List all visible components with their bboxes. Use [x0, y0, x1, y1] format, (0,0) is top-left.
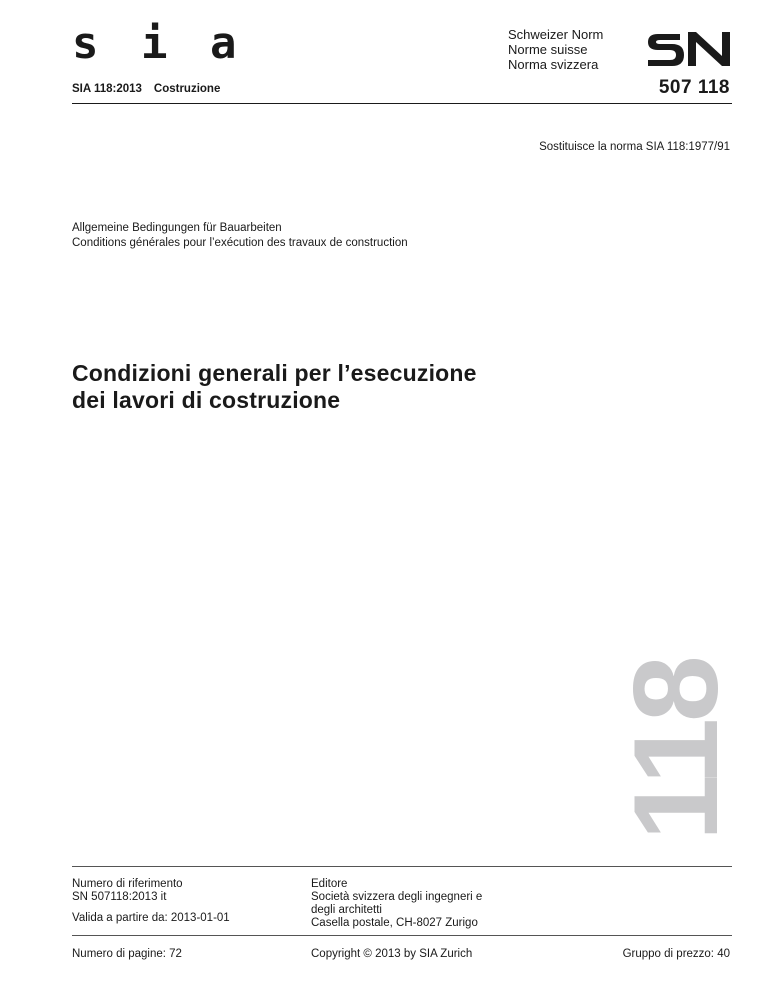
editor-label: Editore	[311, 878, 348, 890]
footer-divider-top	[72, 866, 732, 867]
standard-code: SIA 118:2013	[72, 83, 142, 95]
sia-logo: s i a	[72, 18, 245, 69]
validity-date: Valida a partire da: 2013-01-01	[72, 912, 230, 924]
norm-label-group	[508, 27, 603, 72]
header-subtitle	[72, 83, 220, 95]
editor-line-2: degli architetti	[311, 904, 382, 916]
copyright: Copyright © 2013 by SIA Zurich	[311, 948, 473, 960]
editor-block	[311, 878, 482, 930]
norm-label-de: Schweizer Norm	[508, 27, 604, 42]
editor-line-1: Società svizzera degli ingegneri e	[311, 891, 483, 903]
header-divider	[72, 103, 732, 104]
reference-value: SN 507118:2013 it	[72, 891, 167, 903]
reference-block	[72, 878, 183, 904]
norm-label-fr: Norme suisse	[508, 42, 588, 57]
standard-number-graphic: 118	[609, 659, 743, 841]
price-group: Gruppo di prezzo: 40	[622, 948, 730, 960]
reference-label: Numero di riferimento	[72, 878, 183, 890]
category-label: Costruzione	[153, 83, 221, 95]
title-line-2: dei lavori di costruzione	[72, 387, 341, 413]
replaces-note: Sostituisce la norma SIA 118:1977/91	[539, 141, 730, 153]
title-line-1: Condizioni generali per l’esecuzione	[72, 360, 477, 386]
title-de: Allgemeine Bedingungen für Bauarbeiten	[72, 222, 282, 234]
norm-label-it: Norma svizzera	[508, 57, 599, 72]
sn-logo	[646, 30, 732, 68]
document-title	[72, 360, 477, 414]
editor-line-3: Casella postale, CH-8027 Zurigo	[311, 917, 478, 929]
title-fr: Conditions générales pour l’exécution des travaux de construction	[72, 237, 408, 249]
footer-divider-bottom	[72, 935, 732, 936]
page-count: Numero di pagine: 72	[72, 948, 182, 960]
other-language-titles	[72, 221, 408, 251]
sn-number: 507 118	[658, 77, 730, 98]
